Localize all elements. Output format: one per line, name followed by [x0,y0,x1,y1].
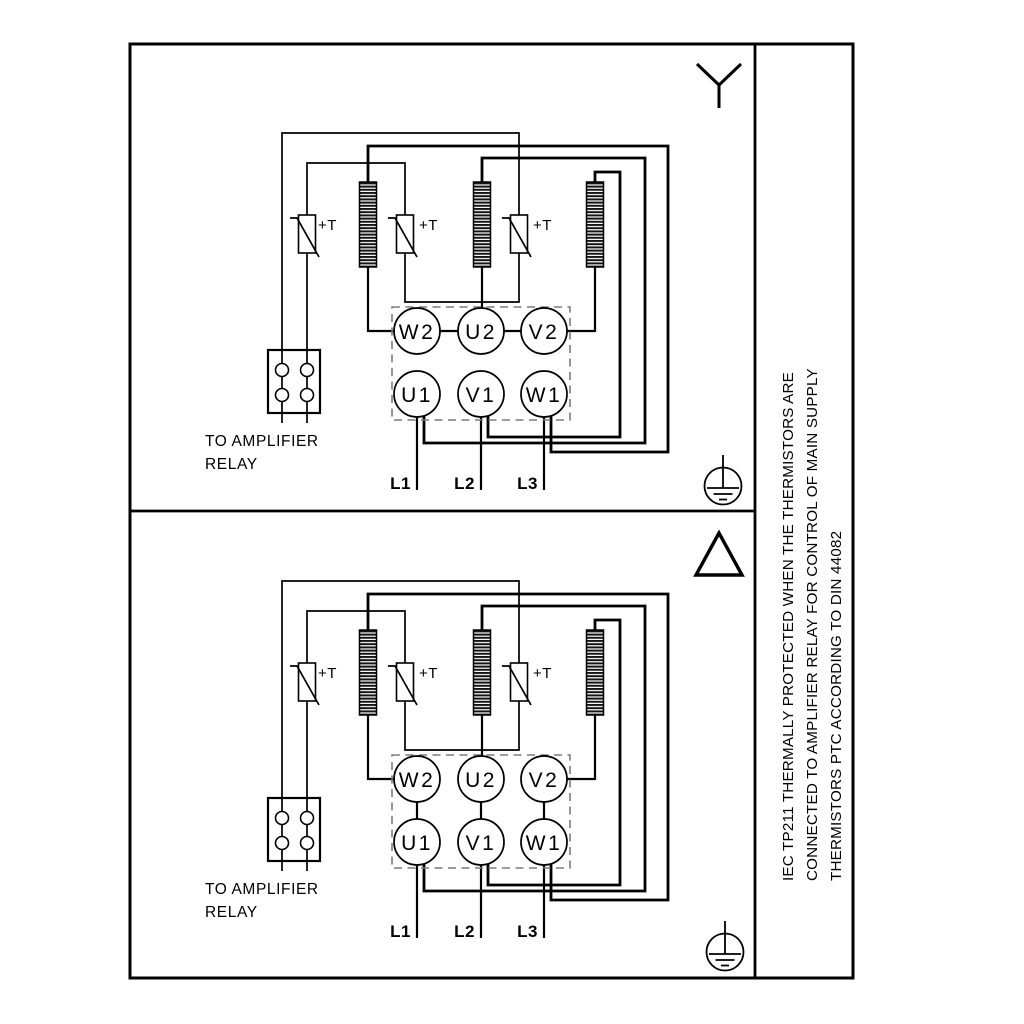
thermistor-label: +T [419,217,438,234]
thermistor-label: +T [318,217,337,234]
relay-note-line2: RELAY [205,904,258,921]
terminal-label-v1: V1 [465,384,497,407]
supply-label-l3: L3 [517,474,538,493]
relay-note-line1: TO AMPLIFIER [205,433,319,450]
supply-label-l1: L1 [390,474,411,493]
sidebar-note [780,368,845,881]
supply-label-l2: L2 [454,922,475,941]
sidebar-note-line1: IEC TP211 THERMALLY PROTECTED WHEN THE THERMISTORS ARE [780,371,797,881]
relay-note-line1: TO AMPLIFIER [205,881,319,898]
thermistor-label: +T [318,665,337,682]
delta-connection-icon [696,533,742,575]
star-connection-icon [697,64,741,108]
earth-ground-icon [705,455,742,505]
thermistor-label: +T [533,217,552,234]
thermistor-label: +T [533,665,552,682]
terminal-label-w1: W1 [525,832,563,855]
relay-note-line2: RELAY [205,456,258,473]
thermistor-label: +T [419,665,438,682]
terminal-label-w2: W2 [398,321,436,344]
terminal-label-u2: U2 [465,321,497,344]
sidebar-note-line3: THERMISTORS PTC ACCORDING TO DIN 44082 [828,530,845,881]
supply-label-l2: L2 [454,474,475,493]
terminal-label-u1: U1 [401,384,433,407]
delta-bridge-links [417,802,544,819]
earth-ground-icon [707,921,744,971]
panel-star [205,64,742,505]
terminal-label-u1: U1 [401,832,433,855]
panel-delta [205,533,744,971]
terminal-label-v2: V2 [528,769,560,792]
supply-label-l3: L3 [517,922,538,941]
sidebar-note-line2: CONNECTED TO AMPLIFIER RELAY FOR CONTROL OF MAIN SUPPLY [804,368,821,881]
terminal-label-w2: W2 [398,769,436,792]
supply-label-l1: L1 [390,922,411,941]
terminal-label-u2: U2 [465,769,497,792]
terminal-label-v2: V2 [528,321,560,344]
terminal-label-w1: W1 [525,384,563,407]
terminal-label-v1: V1 [465,832,497,855]
